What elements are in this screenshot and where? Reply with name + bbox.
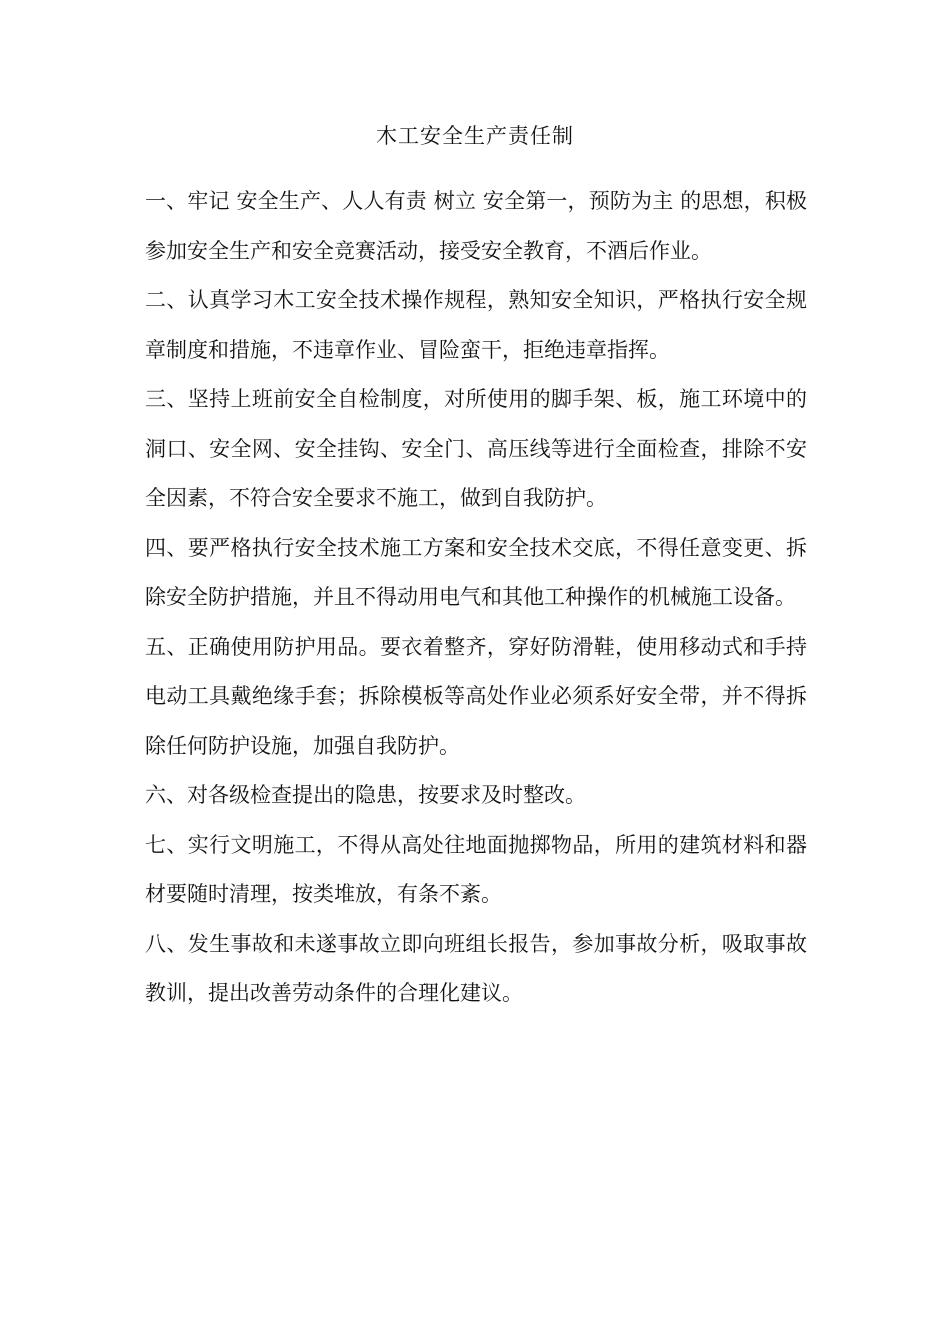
clause-3: 三、坚持上班前安全自检制度，对所使用的脚手架、板，施工环境中的洞口、安全网、安全挂钩、安全门、高压线等进行全面检查，排除不安全因素，不符合安全要求不施工，做到自我防护。: [145, 387, 807, 510]
clause-5: 五、正确使用防护用品。要衣着整齐，穿好防滑鞋，使用移动式和手持电动工具戴绝缘手套；拆除模板等高处作业必须系好安全带，并不得拆除任何防护设施，加强自我防护。: [145, 634, 807, 758]
clause-6: 六、对各级检查提出的隐患，按要求及时整改。: [145, 783, 586, 807]
clause-1: 一、牢记 安全生产、人人有责 树立 安全第一，预防为主 的思想，积极参加安全生产和安全竞赛活动，接受安全教育，不酒后作业。: [145, 189, 807, 263]
document-title: 木工安全生产责任制: [376, 124, 574, 148]
document-body: [145, 177, 807, 1019]
clause-4: 四、要严格执行安全技术施工方案和安全技术交底，不得任意变更、拆除安全防护措施，并且不得动用电气和其他工种操作的机械施工设备。: [145, 535, 807, 609]
clause-7: 七、实行文明施工，不得从高处往地面抛掷物品，所用的建筑材料和器材要随时清理，按类堆放，有条不紊。: [145, 832, 807, 906]
clause-8: 八、发生事故和未遂事故立即向班组长报告，参加事故分析，吸取事故教训，提出改善劳动条件的合理化建议。: [145, 931, 807, 1005]
clause-2: 二、认真学习木工安全技术操作规程，熟知安全知识，严格执行安全规章制度和措施，不违章作业、冒险蛮干，拒绝违章指挥。: [145, 288, 807, 362]
